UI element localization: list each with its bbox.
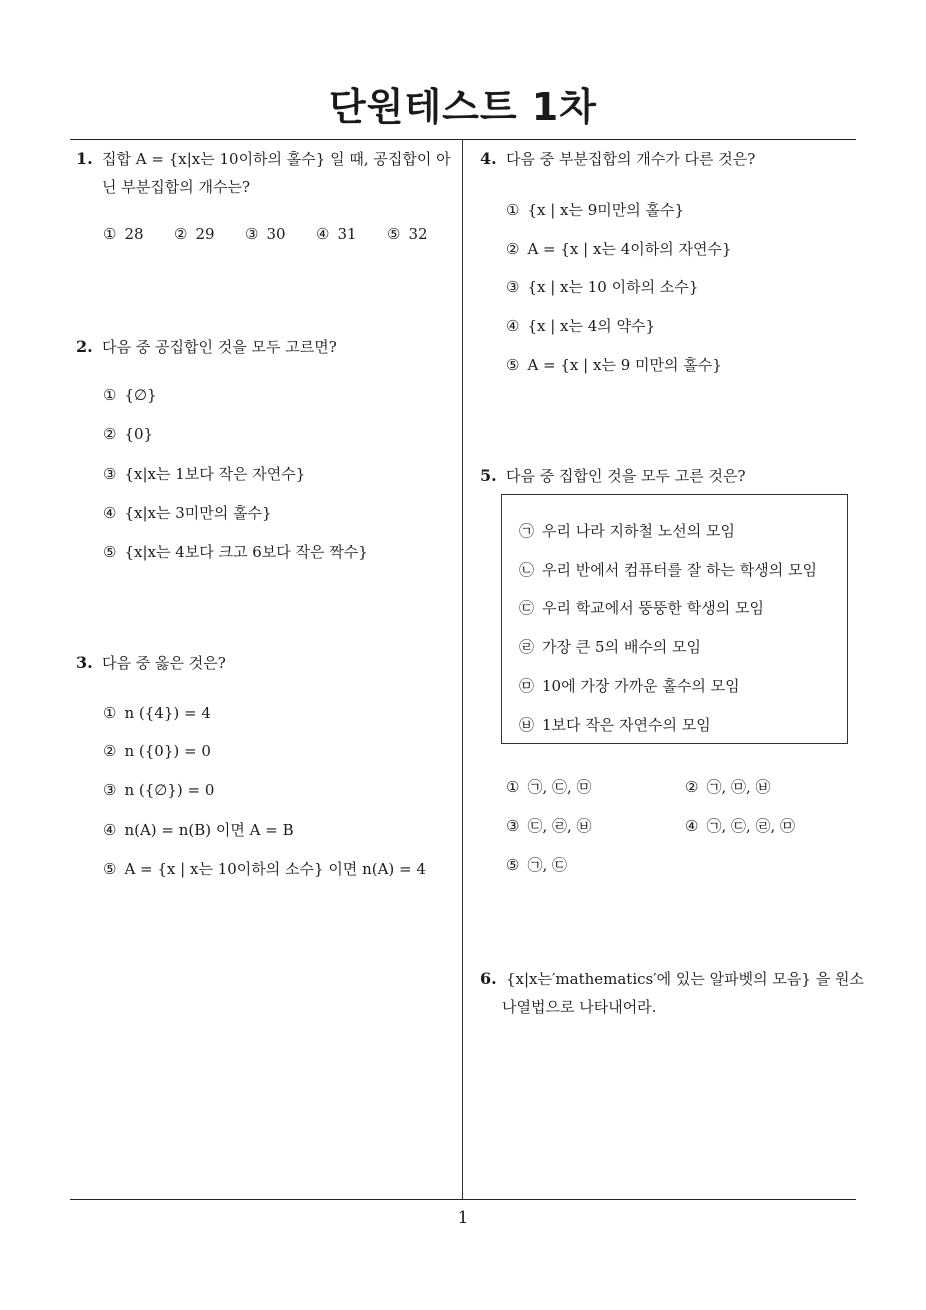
option-text: {x | x는 4의 약수} (527, 317, 656, 335)
option-text: A = {x | x는 10이하의 소수} 이면 n(A) = 4 (124, 860, 426, 878)
statement-item (519, 597, 764, 618)
option-mark: ① (103, 704, 117, 722)
option-text: ㉠, ㉢, ㉣, ㉤ (706, 817, 796, 835)
question-6 (480, 965, 864, 1021)
option-2[interactable] (103, 425, 153, 443)
option-mark: ④ (685, 817, 699, 835)
option-text: {x|x는 1보다 작은 자연수} (124, 465, 306, 483)
question-text: 다음 중 옳은 것은? (102, 654, 226, 672)
question-text (506, 965, 864, 993)
option-2[interactable] (685, 776, 771, 797)
question-number: 1. (76, 149, 93, 168)
option-1[interactable] (103, 704, 211, 722)
question-2 (76, 333, 456, 361)
option-4[interactable] (103, 819, 294, 840)
question-text: 다음 중 부분집합의 개수가 다른 것은? (506, 150, 756, 168)
option-mark: ② (103, 425, 117, 443)
option-4[interactable] (316, 225, 387, 243)
option-mark: ⑤ (387, 225, 401, 243)
question-text-part: 집합 (102, 150, 131, 168)
statement-item (519, 559, 817, 580)
option-4[interactable] (103, 502, 272, 523)
option-5[interactable] (506, 354, 722, 375)
option-1[interactable] (506, 776, 592, 797)
option-mark: ④ (103, 504, 117, 522)
option-4[interactable] (506, 315, 655, 336)
option-5[interactable] (103, 541, 368, 562)
option-text: ㉢, ㉣, ㉥ (527, 817, 592, 835)
statement-mark: ㉣ (519, 638, 535, 656)
option-text: {0} (124, 425, 154, 443)
statement-text: 10에 가장 가까운 홀수의 모임 (542, 677, 740, 695)
option-mark: ① (103, 386, 117, 404)
question-4 (480, 145, 860, 173)
statement-item (519, 520, 735, 541)
option-text: A = {x | x는 9 미만의 홀수} (527, 356, 722, 374)
option-text: A = {x | x는 4이하의 자연수} (527, 240, 732, 258)
option-1[interactable] (506, 199, 684, 220)
question-number: 4. (480, 149, 497, 168)
statement-mark: ㉤ (519, 677, 535, 695)
option-text: {x|x는 4보다 크고 6보다 작은 짝수} (124, 543, 368, 561)
option-text: {∅} (124, 386, 157, 404)
option-mark: ① (506, 201, 520, 219)
question-text: 다음 중 공집합인 것을 모두 고르면? (102, 338, 337, 356)
option-mark: ② (506, 240, 520, 258)
option-mark: ② (174, 225, 188, 243)
question-text-continued: 닌 부분집합의 개수는? (102, 178, 250, 196)
option-text: {x|x는 3미만의 홀수} (124, 504, 272, 522)
option-mark: ③ (506, 817, 520, 835)
question-text (102, 145, 451, 173)
statement-mark: ㉢ (519, 599, 535, 617)
question-5 (480, 462, 860, 490)
option-3[interactable] (506, 276, 698, 297)
option-mark: ① (103, 225, 117, 243)
question-number: 6. (480, 969, 497, 988)
option-1[interactable] (103, 386, 157, 404)
question-text-part: 일 때, 공집합이 아 (330, 150, 451, 168)
option-3[interactable] (103, 781, 214, 799)
question-text: 다음 중 집합인 것을 모두 고른 것은? (506, 467, 746, 485)
question-1 (76, 145, 456, 201)
option-text: ㉠, ㉢ (527, 856, 567, 874)
option-mark: ⑤ (103, 860, 117, 878)
question-number: 2. (76, 337, 93, 356)
statement-text: 1보다 작은 자연수의 모임 (542, 716, 711, 734)
option-text: n ({4}) = 4 (124, 704, 211, 722)
question-text-continued: 나열법으로 나타내어라. (502, 998, 657, 1016)
option-text: n ({∅}) = 0 (124, 781, 215, 799)
option-mark: ③ (103, 781, 117, 799)
option-3[interactable] (506, 815, 592, 836)
set-expression: {x|x는′mathematics′에 있는 알파벳의 모음} (506, 970, 811, 988)
question-number: 3. (76, 653, 93, 672)
statement-mark: ㉠ (519, 522, 535, 540)
header-divider (70, 139, 856, 140)
statement-text: 우리 학교에서 뚱뚱한 학생의 모임 (542, 599, 764, 617)
option-text: 30 (266, 225, 286, 243)
option-5[interactable] (506, 854, 567, 875)
option-mark: ⑤ (506, 856, 520, 874)
statement-box (501, 494, 848, 744)
option-4[interactable] (685, 815, 795, 836)
option-mark: ② (685, 778, 699, 796)
option-mark: ③ (506, 278, 520, 296)
page-number: 1 (457, 1208, 469, 1228)
option-mark: ① (506, 778, 520, 796)
statement-item (519, 636, 701, 657)
option-1[interactable] (103, 225, 174, 243)
column-divider (462, 140, 463, 1200)
option-5[interactable] (387, 225, 458, 243)
option-text: ㉠, ㉤, ㉥ (706, 778, 771, 796)
q1-options (103, 225, 458, 243)
option-mark: ② (103, 742, 117, 760)
option-text: n ({0}) = 0 (124, 742, 211, 760)
page-title: 단원테스트 1차 (329, 85, 597, 129)
question-number: 5. (480, 466, 497, 485)
option-5[interactable] (103, 858, 426, 879)
option-text: 32 (408, 225, 428, 243)
statement-mark: ㉥ (519, 716, 535, 734)
statement-text: 가장 큰 5의 배수의 모임 (542, 638, 702, 656)
option-2[interactable] (174, 225, 245, 243)
option-3[interactable] (245, 225, 316, 243)
option-2[interactable] (506, 238, 732, 259)
option-mark: ④ (506, 317, 520, 335)
question-text-part: 을 원소 (815, 970, 864, 988)
question-3 (76, 649, 456, 677)
footer-divider (70, 1199, 856, 1200)
option-text: 31 (337, 225, 357, 243)
option-2[interactable] (103, 742, 211, 760)
set-expression: A = {x|x는 10이하의 홀수} (135, 150, 326, 168)
option-3[interactable] (103, 463, 305, 484)
option-text: {x | x는 10 이하의 소수} (527, 278, 699, 296)
option-text: 28 (124, 225, 144, 243)
option-mark: ④ (103, 821, 117, 839)
option-text: {x | x는 9미만의 홀수} (527, 201, 685, 219)
option-text: 29 (195, 225, 215, 243)
option-mark: ④ (316, 225, 330, 243)
option-text: n(A) = n(B) 이면 A = B (124, 821, 294, 839)
statement-item (519, 675, 740, 696)
statement-text: 우리 반에서 컴퓨터를 잘 하는 학생의 모임 (542, 561, 817, 579)
statement-text: 우리 나라 지하철 노선의 모임 (542, 522, 735, 540)
option-text: ㉠, ㉢, ㉤ (527, 778, 592, 796)
option-mark: ③ (103, 465, 117, 483)
option-mark: ⑤ (506, 356, 520, 374)
option-mark: ③ (245, 225, 259, 243)
statement-mark: ㉡ (519, 561, 535, 579)
statement-item (519, 714, 711, 735)
option-mark: ⑤ (103, 543, 117, 561)
